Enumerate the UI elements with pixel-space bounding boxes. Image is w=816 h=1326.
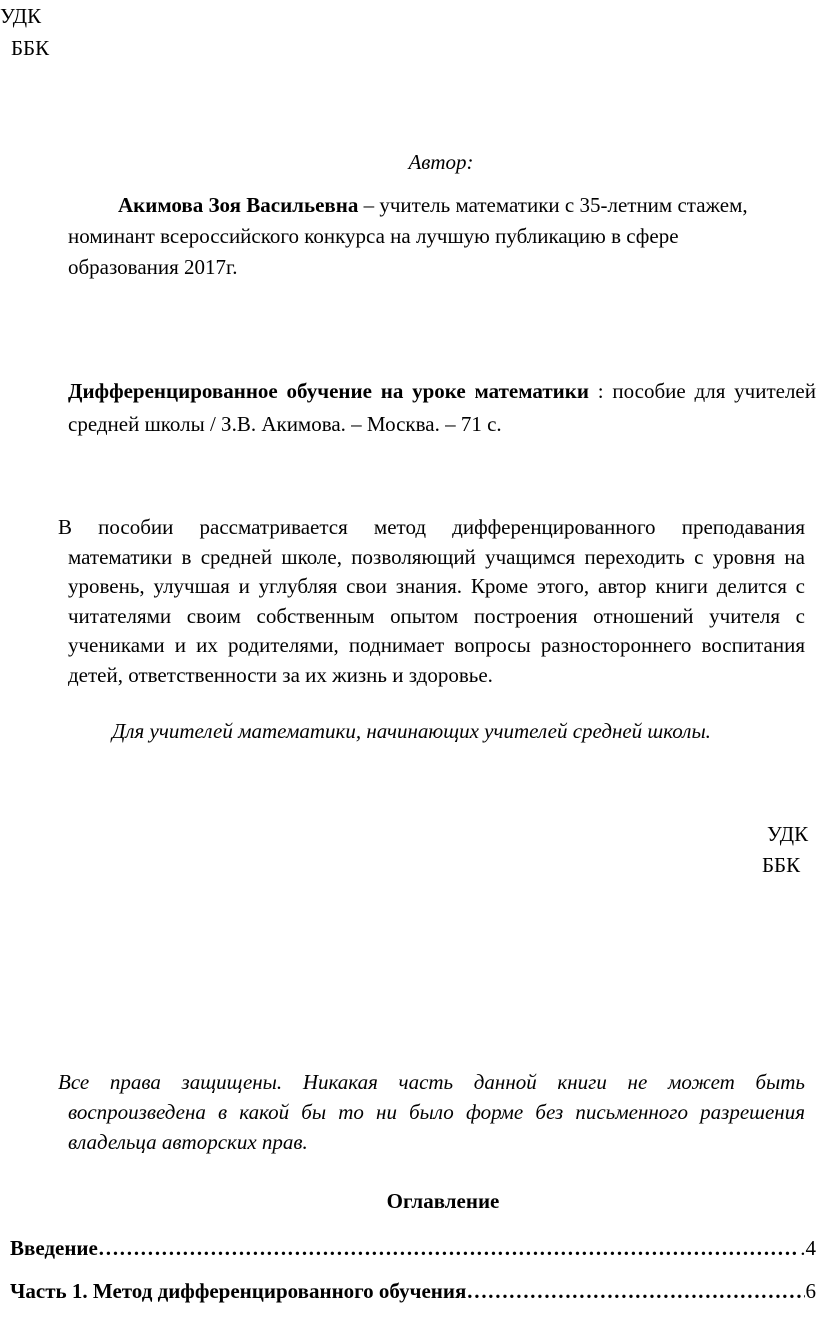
toc-leader-dots (98, 1234, 799, 1262)
author-name: Акимова Зоя Васильевна (118, 193, 359, 217)
toc-title: Оглавление (386, 1189, 500, 1213)
bibliographic-record (68, 375, 816, 441)
toc-leader-dots (466, 1277, 804, 1305)
author-description: – учитель математики с 35-летним стажем, номинант всероссийского конкурса на лучшую публикацию в сфере образования 2017г. (68, 193, 748, 279)
book-title: Дифференцированное обучение на уроке математики (68, 379, 589, 403)
toc-entry-label: Введение (10, 1236, 98, 1260)
toc-entry[interactable] (10, 1277, 816, 1305)
author-info (68, 190, 768, 283)
bbk-label-top: ББК (11, 36, 50, 60)
copyright-notice: Все права защищены. Никакая часть данной книги не может быть воспроизведена в какой бы то ни было форме без письменного разрешения владельца авторских прав. (58, 1070, 805, 1154)
toc-entry[interactable] (10, 1234, 816, 1262)
toc-entry-page: 6 (805, 1279, 816, 1303)
bbk-label-right: ББК (762, 853, 801, 877)
toc-entry-page: .4 (800, 1236, 816, 1260)
author-heading: Автор: (408, 150, 474, 174)
udk-label-right: УДК (767, 822, 809, 846)
book-details: : пособие для учителей средней школы / З.В. Акимова. – Москва. – 71 с. (68, 379, 816, 436)
annotation-text: В пособии рассматривается метод дифференцированного преподавания математики в средней школе, позволяющий учащимся переходить с уровня на уровень, улучшая и углубляя свои знания. Кроме этого, автор книги делится с читателями своим собственным опытом построения отношений учителя с учениками и их родителями, поднимает вопросы разностороннего воспитания детей, ответственности за их жизнь и здоровье. (58, 515, 805, 687)
udk-label-top: УДК (0, 4, 42, 28)
toc-entry-label: Часть 1. Метод дифференцированного обучения (10, 1279, 467, 1303)
target-audience: Для учителей математики, начинающих учителей средней школы. (112, 719, 711, 743)
